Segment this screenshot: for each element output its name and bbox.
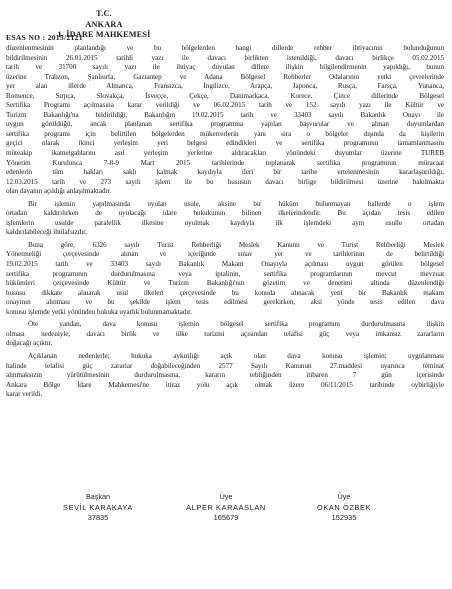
body-line: Romence, Sırpça, Slovakça, İsveççe, Çekçe, Danimarkaca, Korece, Çince dillerinde Bölgesel bbox=[6, 91, 444, 100]
body-line: geçici olarak ikinci yerleşim yeri belgesi edindikleri ve sertifika programının tamamlanmasını bbox=[6, 139, 444, 148]
body-line: Sertifika Programı açılmasına karar verildiği ve 06.02.2015 tarih ve 152 sayılı yazı ile Kültür ve bbox=[6, 101, 444, 110]
signature-name: OKAN ÖZBEK bbox=[316, 502, 372, 512]
body-line: üzerine Trabzon, Şanlıurfa, Gaziantep ve Adana Bölgesel Rehberler Odalarının yetki çevrelerinde bbox=[6, 72, 444, 81]
case-number: ESAS NO : 2015/2121 bbox=[6, 33, 83, 42]
country-label: T.C. bbox=[96, 9, 112, 18]
body-line: karar verildi. bbox=[6, 390, 43, 399]
body-line: Ankara Bölge İdare Mahkemesi'ne itiraz yolu açık olmak üzere 06/11/2015 tarihinde oybirliğiyle bbox=[6, 380, 444, 389]
body-line: hususu dikkate alınarak usul ilkeleri çerçevesinde bu konuda alınacak yeni bir Bakanlık makam bbox=[6, 288, 444, 297]
signature-name: ALPER KARAASLAN bbox=[186, 502, 266, 512]
signature-block-member-2 bbox=[284, 492, 404, 524]
body-line: edenlerin tüm hakları saklı kalmak kaydıyla ileri bir tarihe ertelenmesinin kararlaştırıldığı, bbox=[6, 168, 444, 177]
signature-name: SEVİL KARAKAYA bbox=[63, 502, 133, 512]
body-line: konusu işlemde yetki yönünden hukuka uyarlık bulunmamaktadır. bbox=[6, 307, 192, 316]
body-line: kaldırılabileceği ihtilafsızdır. bbox=[6, 228, 87, 237]
body-line: işlemlerin usulde paralellik ilkesine uyulmak kaydıyla ilk işlemdeki aynı usulle ortadan bbox=[6, 218, 444, 227]
body-line: Öte yandan, dava konusu işlemin bölgesel sertifika programını durdurulmasına ilişkin bbox=[28, 320, 444, 329]
body-line: Buna göre, 6326 sayılı Turist Rehberliği Meslek Kanunu ve Turist Rehberliği Meslek bbox=[28, 240, 444, 249]
body-line: halinde telafisi güç zararlar doğabileceğinden 2577 Sayılı Kanunun 27.maddesi uyarınca teminat bbox=[6, 361, 444, 370]
body-line: olması nedeniyle, davacı birlik ve ülke turizmi açısından telafisi güç veya imkansız zararların bbox=[6, 329, 444, 338]
signature-id: 37835 bbox=[87, 513, 109, 523]
body-line: 12.03.2015 tarih ve 273 sayılı işlem ile bu hususun davacı birlige bildirilmesi üzerine bakılmakta bbox=[6, 177, 444, 186]
body-line: tarih ve 31700 sayılı yazı ile ihtiyaç duyulan dillere ilişkin bilgilendirmenin yapıldığı, bunun bbox=[6, 63, 444, 72]
body-line: alınmaksızın yürütülmesinin durdurulmasına, kararın tebliğinden itibaren 7 gün içerisinde bbox=[6, 371, 444, 380]
body-line: doğacağı açıktır. bbox=[6, 339, 53, 348]
body-line: 19.02.2015 tarih ve 33403 sayılı Bakanlık Makam Onayıyla açılması uygun görülen bölgesel bbox=[6, 260, 444, 269]
body-line: müteakip ikametgahlarını asıl yerleşim yerlerine aldıracakları yönündeki duyumlar üzerine TUREB bbox=[6, 149, 444, 158]
body-line: onayının alınması ve bu şekilde işlem tesis edilmesi gerekirken, aksi yönde tesis edilen dava bbox=[6, 298, 444, 307]
body-line: Yönetmeliği çerçevesinde alınan ve içeriğinde sınav yer ve tarihlerinin de belirtildiği bbox=[6, 250, 444, 259]
body-line: düzenlenmesinin planlandığı ve bu bölgelerden hangi dillerde rehber ihtiyacının bulunduğunun bbox=[6, 44, 444, 52]
body-line: sertifika programı için belirtilen bölgelerden mükerrerlerin yanı sıra o bölgeler dışında da kişilerin bbox=[6, 129, 444, 138]
body-line: sertifika programının durdurulmasına veya iptalinin, sertifika programlarının mevcut mevzuat bbox=[6, 269, 444, 278]
body-line: Açıklanan nedenlerle; hukuka aykırılığı açık olan dava konusu işlemin; uygulanması bbox=[28, 351, 444, 360]
body-line: hükümleri çerçevesinde Kültür ve Turizm Bakanlığı'nın gözetim ve denetimi altında düzenlendiği bbox=[6, 279, 444, 288]
signature-role: Üye bbox=[337, 492, 351, 501]
court-name: 1. İDARE MAHKEMESİ bbox=[57, 30, 151, 39]
body-line: olan davanın açıldığı anlaşılmaktadır. bbox=[6, 187, 112, 196]
decision-body bbox=[6, 44, 444, 400]
body-line: Bir işlemin yapılmasında uyulan usule, aksine bir hüküm bulunmayan hallerde o işlem bbox=[28, 199, 444, 208]
body-line: Yönetim Kurulunca 7-8-9 Mart 2015 tarihlerinde toplanarak sertifika programının müracaat bbox=[6, 158, 444, 167]
body-line: ortadan kaldırılırken de uyulacağı idare hukukunun bilinen ilkelerindendir. Bu açıdan tesis edilen bbox=[6, 209, 444, 218]
signature-role: Başkan bbox=[86, 492, 110, 501]
body-line: yer alan illerde Almanca, Fransızca, İngilizce, Arapça, Japonca, Rusça, Farsça, Yunanca, bbox=[6, 82, 444, 91]
signature-id: 152935 bbox=[331, 513, 357, 523]
signature-role: Üye bbox=[219, 492, 233, 501]
body-line: uygun görüldüğü, ancak planlanan sertifika programına yapılan başvurular ve alınan duyumlardan bbox=[6, 120, 444, 129]
city-label: ANKARA bbox=[85, 19, 123, 29]
body-line: Turizm Bakanlığı'na bildirildiği, Bakanlığın 19.02.2015 tarih ve 33403 sayılı Bakanlık Onayı ile bbox=[6, 110, 444, 119]
body-line: bildirilmesinin 26.01.2015 tarihli yazı ile davacı birlikten istenildiği, davacı birlikçe 05.02.2015 bbox=[6, 53, 444, 62]
signature-block-member-1 bbox=[166, 492, 286, 524]
signature-id: 165679 bbox=[213, 513, 239, 523]
signature-block-president bbox=[38, 492, 158, 524]
